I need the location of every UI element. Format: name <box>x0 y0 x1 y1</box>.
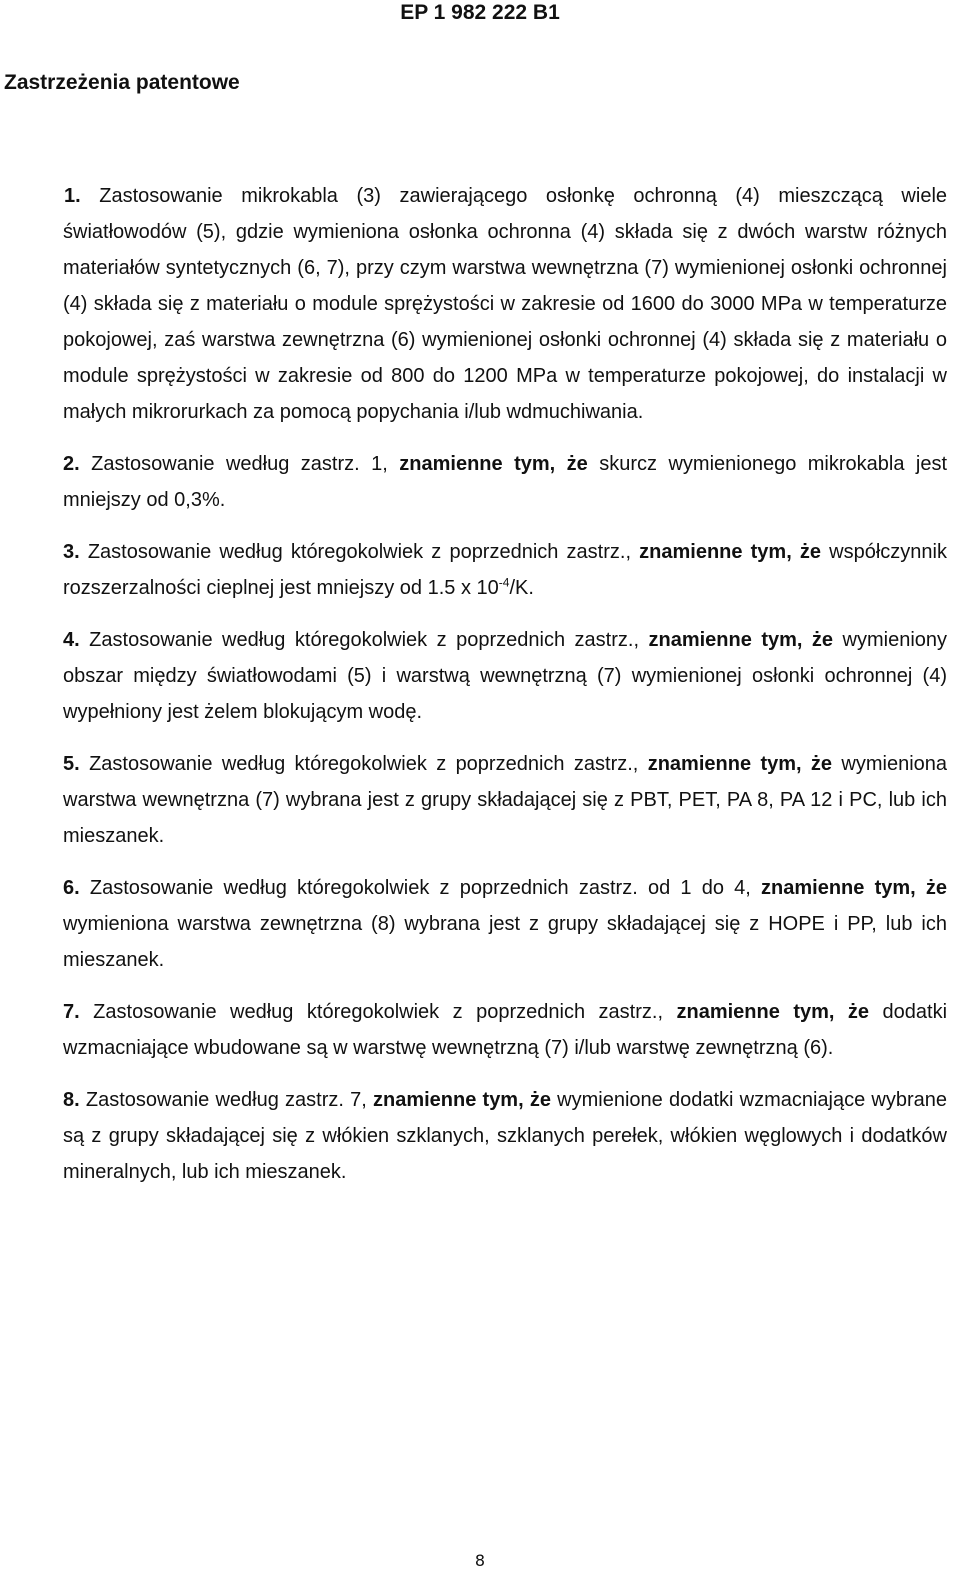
claim-1 <box>63 178 947 430</box>
claim-intro: Zastosowanie według zastrz. 1, <box>91 453 388 475</box>
claim-8 <box>63 1082 947 1190</box>
claim-number: 8. <box>63 1089 80 1111</box>
claim-number: 3. <box>63 541 80 563</box>
claim-number: 6. <box>63 877 80 899</box>
document-number: EP 1 982 222 B1 <box>400 1 560 24</box>
claim-intro: Zastosowanie według któregokolwiek z poprzednich zastrz., <box>93 1001 664 1023</box>
claim-5 <box>63 746 947 854</box>
claim-text: wymienione dodatki wzmacniające wybrane są z grupy składającej się z włókien szklanych, szklanych perełek, włókien węglowych i dodatków mineralnych, lub ich mieszanek. <box>63 1089 948 1183</box>
claim-intro: Zastosowanie według któregokolwiek z poprzednich zastrz. od 1 do 4, <box>89 877 751 899</box>
claim-number: 7. <box>63 1001 80 1023</box>
claim-text: Zastosowanie mikrokabla (3) zawierającego osłonkę ochronną (4) mieszczącą wiele światłowodów (5), gdzie wymieniona osłonka ochronna (4) składa się z dwóch warstw różnych materiałów syntetycznych (6, 7), przy czym warstwa wewnętrzna (7) wymienionej osłonki ochronnej (4) składa się z materiału o module sprężystości w zakresie od 1600 do 3000 MPa w temperaturze pokojowej, zaś warstwa zewnętrzna (6) wymienionej osłonki ochronnej (4) składa się z materiału o module sprężystości w zakresie od 800 do 1200 MPa w temperaturze pokojowej, do instalacji w małych mikrorurkach za pomocą popychania i/lub wdmuchiwania. <box>63 185 948 423</box>
claim-marker: znamienne tym, że <box>648 629 834 651</box>
claim-text: wymieniony obszar między światłowodami (5) i warstwą wewnętrzną (7) wymienionej osłonki ochronnej (4) wypełniony jest żelem blokującym wodę. <box>63 629 948 723</box>
claim-marker: znamienne tym, że <box>676 1001 870 1023</box>
claim-marker: znamienne tym, że <box>399 453 588 475</box>
claim-intro: Zastosowanie według któregokolwiek z poprzednich zastrz., <box>87 541 631 563</box>
claim-text: dodatki wzmacniające wbudowane są w warstwę wewnętrzną (7) i/lub warstwę zewnętrzną (6). <box>63 1001 948 1059</box>
claim-intro: Zastosowanie według zastrz. 7, <box>85 1089 367 1111</box>
claim-marker: znamienne tym, że <box>639 541 822 563</box>
claim-marker: znamienne tym, że <box>372 1089 551 1111</box>
claim-marker: znamienne tym, że <box>761 877 948 899</box>
claim-marker: znamienne tym, że <box>647 753 833 775</box>
claim-3 <box>63 534 947 606</box>
claim-number: 2. <box>63 453 80 475</box>
section-title: Zastrzeżenia patentowe <box>4 71 240 94</box>
claim-2 <box>63 446 947 518</box>
claim-4 <box>63 622 947 730</box>
claim-6 <box>63 870 947 978</box>
claim-intro: Zastosowanie według któregokolwiek z poprzednich zastrz., <box>89 753 639 775</box>
claim-exponent: -4 <box>498 575 510 590</box>
claim-text-end: /K. <box>509 577 534 599</box>
claim-text: współczynnik rozszerzalności cieplnej jest mniejszy od 1.5 x 10 <box>63 541 947 599</box>
claim-number: 4. <box>63 629 80 651</box>
claim-text: wymieniona warstwa wewnętrzna (7) wybrana jest z grupy składającej się z PBT, PET, PA 8, PA 12 i PC, lub ich mieszanek. <box>63 753 948 847</box>
claims-list <box>63 178 947 1206</box>
page-number: 8 <box>474 1551 486 1570</box>
claim-text: wymieniona warstwa zewnętrzna (8) wybrana jest z grupy składającej się z HOPE i PP, lub ich mieszanek. <box>63 913 947 971</box>
claim-number: 5. <box>63 753 80 775</box>
claim-intro: Zastosowanie według któregokolwiek z poprzednich zastrz., <box>89 629 640 651</box>
claim-number: 1. <box>64 185 81 207</box>
claim-text: skurcz wymienionego mikrokabla jest mniejszy od 0,3%. <box>63 453 948 511</box>
claim-7 <box>63 994 947 1066</box>
